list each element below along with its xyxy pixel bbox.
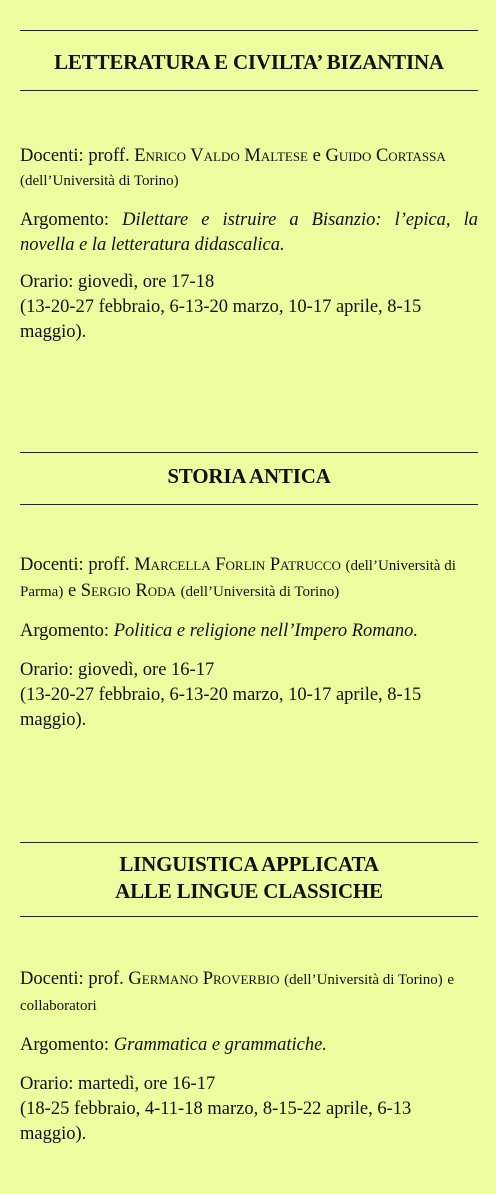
argomento-label: Argomento: (20, 621, 110, 641)
top-rule (20, 30, 478, 31)
argomento-line (20, 619, 478, 644)
bottom-rule (20, 916, 478, 917)
argomento-label: Argomento: (20, 210, 110, 230)
docenti-line (20, 553, 478, 605)
course-section-bizantina (20, 30, 478, 345)
professor-name: Guido Cortassa (325, 146, 446, 166)
argomento-label: Argomento: (20, 1035, 110, 1055)
docenti-line (20, 144, 478, 169)
top-rule (20, 452, 478, 453)
bottom-rule (20, 504, 478, 505)
collaborators: e collaboratori (20, 972, 455, 1014)
orario-dates: (13-20-27 febbraio, 6-13-20 marzo, 10-17 aprile, 8-15 maggio). (20, 297, 422, 342)
docenti-label: Docenti: prof. (20, 969, 124, 989)
section-title-line-2: ALLE LINGUE CLASSICHE (115, 879, 383, 903)
argomento-text: Grammatica e grammatiche. (113, 1035, 327, 1055)
argomento-line (20, 1033, 478, 1058)
bottom-rule (20, 90, 478, 91)
professor-name: Sergio Roda (80, 581, 176, 601)
affiliation: (dell’Università di Parma) (20, 558, 456, 600)
section-title-line-1: LINGUISTICA APPLICATA (119, 852, 379, 876)
orario-dates: (18-25 febbraio, 4-11-18 marzo, 8-15-22 aprile, 6-13 maggio). (20, 1099, 412, 1144)
affiliation: (dell’Università di Torino) (20, 173, 179, 189)
docenti-label: Docenti: proff. (20, 146, 130, 166)
orario-dates: (13-20-27 febbraio, 6-13-20 marzo, 10-17 aprile, 8-15 maggio). (20, 685, 422, 730)
argomento-text: Dilettare e istruire a Bisanzio: l’epica, la novella e la letteratura didascalica. (20, 210, 478, 255)
course-section-linguistica (20, 842, 478, 1147)
professor-name: Germano Proverbio (128, 969, 280, 989)
top-rule (20, 842, 478, 843)
argomento-text: Politica e religione nell’Impero Romano. (113, 621, 419, 641)
affiliation: (dell’Università di Torino) (284, 972, 443, 988)
professor-name: Enrico Valdo Maltese (134, 146, 309, 166)
section-title: STORIA ANTICA (167, 464, 331, 488)
orario-line: Orario: giovedì, ore 16-17 (20, 660, 215, 680)
professor-name: Marcella Forlin Patrucco (134, 555, 341, 575)
orario-line: Orario: martedì, ore 16-17 (20, 1074, 216, 1094)
docenti-label: Docenti: proff. (20, 555, 130, 575)
orario-line: Orario: giovedì, ore 17-18 (20, 272, 215, 292)
conjunction: e (312, 146, 321, 166)
conjunction: e (67, 581, 77, 601)
docenti-line (20, 967, 478, 1019)
affiliation: (dell’Università di Torino) (180, 584, 340, 600)
argomento-line (20, 208, 478, 258)
course-section-storia (20, 452, 478, 733)
section-title: LETTERATURA E CIVILTA’ BIZANTINA (54, 50, 444, 74)
